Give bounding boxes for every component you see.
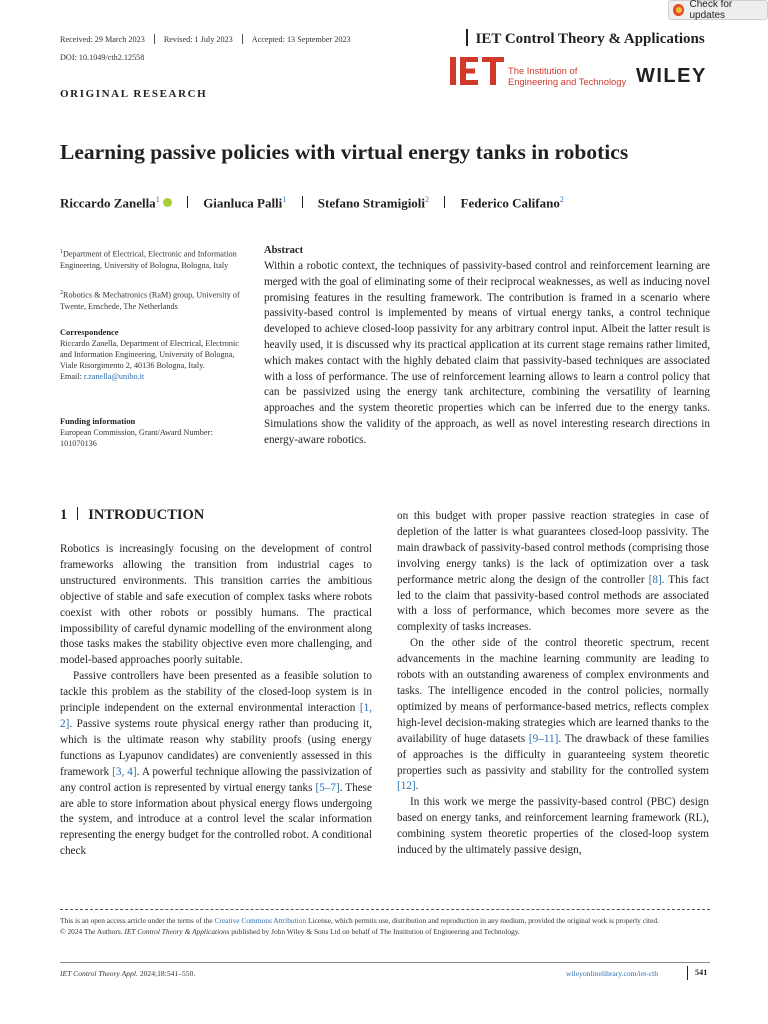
text-run: Passive controllers have been presented as a feasible solution to tackle this problem as the stability of the closed-loop system is in principle independent on the external environmental interaction	[60, 670, 372, 715]
citation-line	[60, 969, 195, 978]
funding-information	[60, 416, 245, 449]
wiley-logo: WILEY	[636, 65, 707, 87]
author-affiliation-ref[interactable]: 2	[425, 195, 430, 204]
divider	[154, 34, 155, 44]
affiliation-text: Robotics & Mechatronics (RaM) group, University of Twente, Enschede, The Netherlands	[60, 290, 240, 311]
check-for-updates-label: Check for updates	[689, 0, 733, 21]
correspondence-text: Riccardo Zanella, Department of Electrical, Electronic and Information Engineering, University of Bologna, Viale Risorgimento 2, 40136 Bologna, Italy.	[60, 339, 239, 370]
email-link[interactable]: r.zanella@unibo.it	[83, 372, 145, 381]
paragraph	[397, 636, 709, 795]
affiliation-number: 2	[60, 290, 63, 296]
author-name[interactable]: Federico Califano	[460, 195, 560, 211]
footnote-divider	[60, 909, 710, 910]
license-text	[60, 915, 710, 926]
citation-link[interactable]: [9–11]	[528, 732, 559, 745]
citation-link[interactable]: [3, 4]	[112, 765, 137, 778]
correspondence	[60, 327, 245, 382]
text-run: . The drawback of these families of approaches is the difficulty in guaranteeing system theoretic properties such as passivity and stability for the controlled system	[397, 732, 709, 777]
doi[interactable]: DOI: 10.1049/cth2.12558	[60, 53, 145, 62]
received-date: Received: 29 March 2023	[60, 35, 145, 44]
paragraph	[60, 669, 372, 860]
publication-dates	[60, 34, 351, 44]
text-run: . A powerful technique allowing the passivization of any control action is represented by virtual energy tanks	[60, 765, 372, 794]
author-name[interactable]: Riccardo Zanella	[60, 195, 156, 211]
author-list	[60, 195, 564, 211]
section-title: INTRODUCTION	[88, 507, 205, 523]
email-label: Email:	[60, 372, 84, 381]
journal-italic: IET Control Theory & Applications	[124, 927, 230, 936]
check-for-updates-button[interactable]	[668, 0, 768, 20]
divider	[187, 196, 188, 208]
page-number: 541	[695, 968, 708, 977]
divider	[444, 196, 445, 208]
paragraph: In this work we merge the passivity-based control (PBC) design based on energy tanks, and reinforcement learning framework (RL), combining system theoretic properties of the closed-loop system induced by the ultimately passive design,	[397, 796, 709, 857]
abstract-heading: Abstract	[264, 245, 304, 256]
citation-journal: IET Control Theory Appl.	[60, 969, 138, 978]
funding-heading: Funding information	[60, 417, 136, 426]
accepted-date: Accepted: 13 September 2023	[251, 35, 351, 44]
text-run: This is an open access article under the terms of the	[60, 916, 215, 925]
author-name[interactable]: Gianluca Palli	[203, 195, 283, 211]
divider	[242, 34, 243, 44]
text-run: published by John Wiley & Sons Ltd on behalf of The Institution of Engineering and Technology.	[229, 927, 520, 936]
text-run: . These are able to store information about physical energy flows undergoing the system, and introduce at a control level the scalar information representing the energy budget for the controlled robot. A conditional check	[60, 781, 372, 858]
iet-name	[508, 66, 626, 87]
crossmark-icon	[673, 4, 684, 16]
author-name[interactable]: Stefano Stramigioli	[317, 195, 426, 211]
paragraph	[397, 509, 709, 636]
affiliation-1	[60, 247, 245, 271]
journal-url[interactable]: wileyonlinelibrary.com/iet-cth	[566, 969, 659, 978]
article-type: ORIGINAL RESEARCH	[60, 88, 208, 100]
correspondence-heading: Correspondence	[60, 328, 119, 337]
divider	[77, 507, 78, 520]
affiliation-2	[60, 288, 245, 312]
divider	[302, 196, 303, 208]
revised-date: Revised: 1 July 2023	[163, 35, 233, 44]
citation-link[interactable]: [12]	[397, 780, 416, 793]
iet-logo	[450, 57, 505, 85]
text-run: On the other side of the control theoretic spectrum, recent advancements in the machine learning community are leading to robots with an outstanding awareness of complex environments and tasks. The intelligence encoded in the control policies, normally optimized by means of performance-based metrics, reflects complex high-level decision-making strategies which are learned thanks to the availability of huge datasets	[397, 637, 709, 745]
body-column-right	[397, 509, 709, 859]
citation-link[interactable]: [8]	[648, 573, 662, 586]
iet-line-2: Engineering and Technology	[508, 75, 627, 87]
text-run: © 2024 The Authors.	[60, 927, 125, 936]
text-run: . Passive systems route physical energy rather than producing it, which is the ultimate reason why stability proofs (using energy functions as Lyapunov candidates) are conveniently assessed in this framework	[60, 717, 372, 778]
copyright-text	[60, 926, 710, 937]
orcid-icon[interactable]	[163, 198, 172, 207]
footer-divider	[60, 962, 710, 963]
text-run: License, which permits use, distribution and reproduction in any medium, provided the original work is properly cited.	[306, 916, 659, 925]
section-number: 1	[60, 507, 68, 523]
text-run: . This fact led to the claim that passivity-based control methods are associated with a loss of performance, which becomes more severe as the complexity of tasks increases.	[397, 573, 709, 634]
journal-title: IET Control Theory & Applications	[475, 31, 705, 47]
article-title: Learning passive policies with virtual energy tanks in robotics	[60, 140, 629, 164]
divider	[687, 966, 688, 980]
license-note	[60, 915, 710, 937]
abstract-text: Within a robotic context, the techniques of passivity-based control and reinforcement learning are merged with the goal of eliminating some of their reciprocal weaknesses, as well as inducing novel promising features in the resulting framework. The contribution is framed in a scenario where passivity-based control is implemented by means of virtual energy tanks, a control technique developed to achieve closed-loop passivity for any arbitrary control input. Albeit the latter result is heavily used, it is discussed why its practical application at its current stage remains rather limited, which makes contact with the highly debated claim that passivity-based techniques are associated with a loss of performance. The use of reinforcement learning allows to learn a control policy that can be passivized using the energy tank architecture, combining the versatility of learning approaches and the system theoretic properties which can be inferred due to the energy tanks. Simulations show the validity of the approach, as well as novel interesting research directions in energy-aware robotics.	[264, 260, 710, 446]
body-column-left	[60, 542, 372, 860]
text-run: on this budget with proper passive reaction strategies in case of depletion of the latter is what guarantees closed-loop passivity. The main drawback of passivity-based control methods (comprising those involving energy tanks) is the lack of optimization over a task performance metric along the design of the controller	[397, 510, 709, 586]
author-affiliation-ref[interactable]: 1	[155, 195, 160, 204]
author-affiliation-ref[interactable]: 1	[282, 195, 287, 204]
paragraph: Robotics is increasingly focusing on the development of control frameworks allowing the transition from industrial cages to unstructured environments. This transition carries the ambitious objective of stable and safe execution of complex tasks where robots coexist with other robots or possibly humans. The practical impossibility of careful dynamic modelling of the environment along those tasks makes the stability objective even more challenging, and model-based approaches poorly suitable.	[60, 543, 372, 667]
journal-name	[466, 29, 705, 48]
section-heading	[60, 507, 204, 524]
citation-link[interactable]: [1, 2]	[60, 702, 372, 730]
license-link[interactable]: Creative Commons Attribution	[214, 916, 307, 925]
citation-volume: 2024;18:541–550.	[137, 969, 196, 978]
funding-text: European Commission, Grant/Award Number: 101070136	[60, 428, 213, 448]
correspondence-email-line	[60, 371, 245, 382]
iet-line-1: The Institution of	[508, 65, 578, 76]
divider	[466, 29, 468, 46]
citation-link[interactable]: [5–7]	[315, 781, 340, 794]
text-run: .	[415, 780, 419, 793]
affiliation-text: Department of Electrical, Electronic and Information Engineering, University of Bologna, Bologna, Italy	[60, 249, 237, 270]
affiliation-number: 1	[60, 249, 63, 255]
author-affiliation-ref[interactable]: 2	[559, 195, 564, 204]
